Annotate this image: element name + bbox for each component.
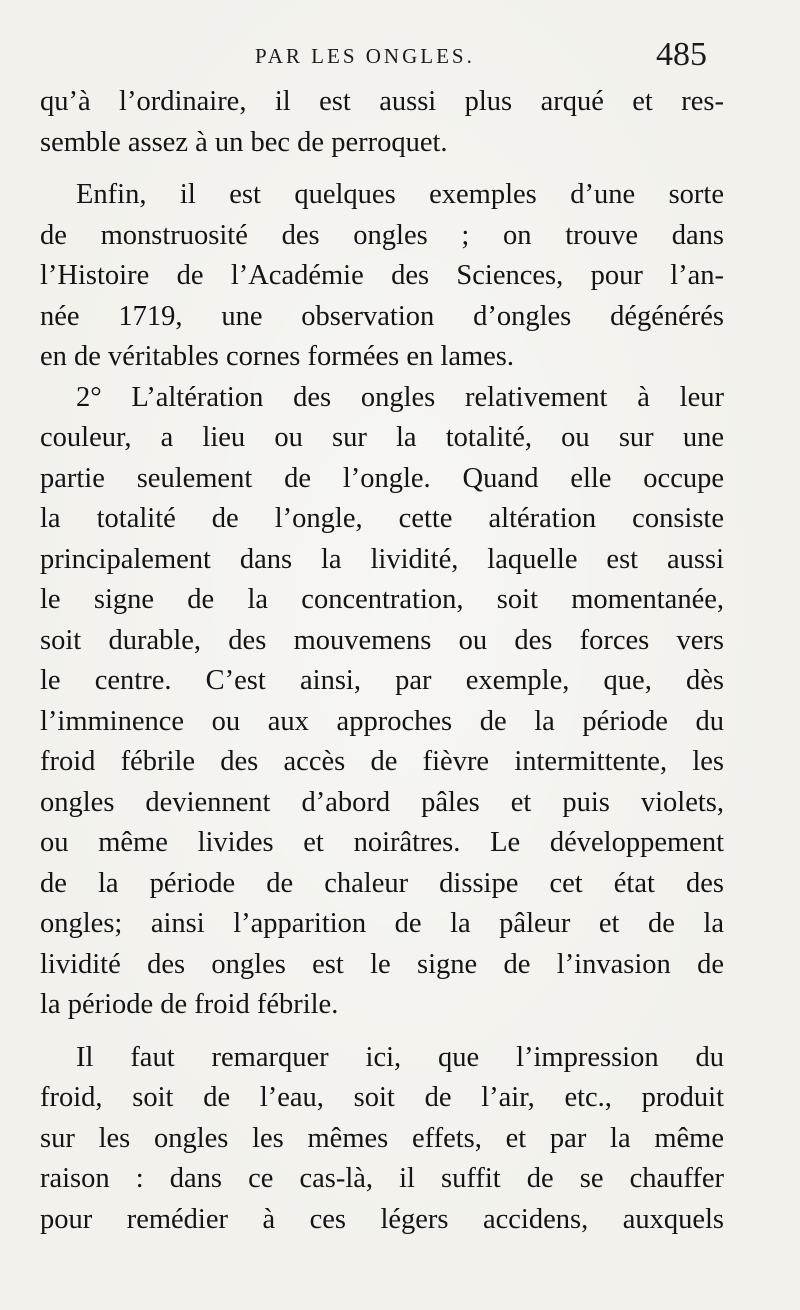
text-line: la totalité de l’ongle, cette altération consiste [40, 503, 724, 534]
text-line: le signe de la concentration, soit momentanée, [40, 584, 724, 615]
text-line: lividité des ongles est le signe de l’invasion de [40, 948, 724, 980]
text-line: partie seulement de l’ongle. Quand elle occupe [40, 462, 724, 494]
text-line: principalement dans la lividité, laquelle est aussi [40, 543, 724, 575]
text-line: le centre. C’est ainsi, par exemple, que, dès [40, 665, 724, 696]
text-line: la période de froid fébrile. [40, 989, 339, 1020]
page-number: 485 [656, 36, 707, 73]
text-line: l’imminence ou aux approches de la période du [40, 705, 724, 737]
text-line: ongles deviennent d’abord pâles et puis violets, [40, 786, 724, 818]
text-line: ou même livides et noirâtres. Le développement [40, 827, 724, 858]
text-line: l’Histoire de l’Académie des Sciences, pour l’an- [40, 260, 724, 291]
text-line: 2° L’altération des ongles relativement à leur [76, 381, 724, 413]
text-line: Il faut remarquer ici, que l’impression du [76, 1041, 724, 1073]
body-text [40, 82, 724, 1240]
text-line: froid fébrile des accès de fièvre intermittente, les [40, 746, 724, 777]
text-line: Enfin, il est quelques exemples d’une sorte [76, 179, 724, 210]
text-line: sur les ongles les mêmes effets, et par la même [40, 1122, 724, 1154]
paragraph [40, 82, 724, 163]
text-line: de monstruosité des ongles ; on trouve dans [40, 219, 724, 251]
text-line: soit durable, des mouvemens ou des forces vers [40, 624, 724, 656]
text-line: ongles; ainsi l’apparition de la pâleur et de la [40, 908, 724, 939]
text-line: couleur, a lieu ou sur la totalité, ou sur une [40, 422, 724, 453]
running-title: PAR LES ONGLES. [255, 44, 475, 68]
text-line: qu’à l’ordinaire, il est aussi plus arqué et res- [40, 86, 724, 117]
text-line: née 1719, une observation d’ongles dégénérés [40, 300, 724, 332]
running-head [0, 38, 800, 78]
text-line: en de véritables cornes formées en lames. [40, 341, 515, 372]
text-line: semble assez à un bec de perroquet. [40, 126, 448, 158]
text-line: pour remédier à ces légers accidens, auxquels [40, 1203, 724, 1235]
paragraph [40, 175, 724, 378]
paragraph [40, 378, 724, 1026]
text-line: froid, soit de l’eau, soit de l’air, etc., produit [40, 1082, 724, 1113]
text-line: raison : dans ce cas-là, il suffit de se chauffer [40, 1163, 724, 1194]
paragraph [40, 1038, 724, 1241]
text-line: de la période de chaleur dissipe cet état des [40, 867, 724, 899]
